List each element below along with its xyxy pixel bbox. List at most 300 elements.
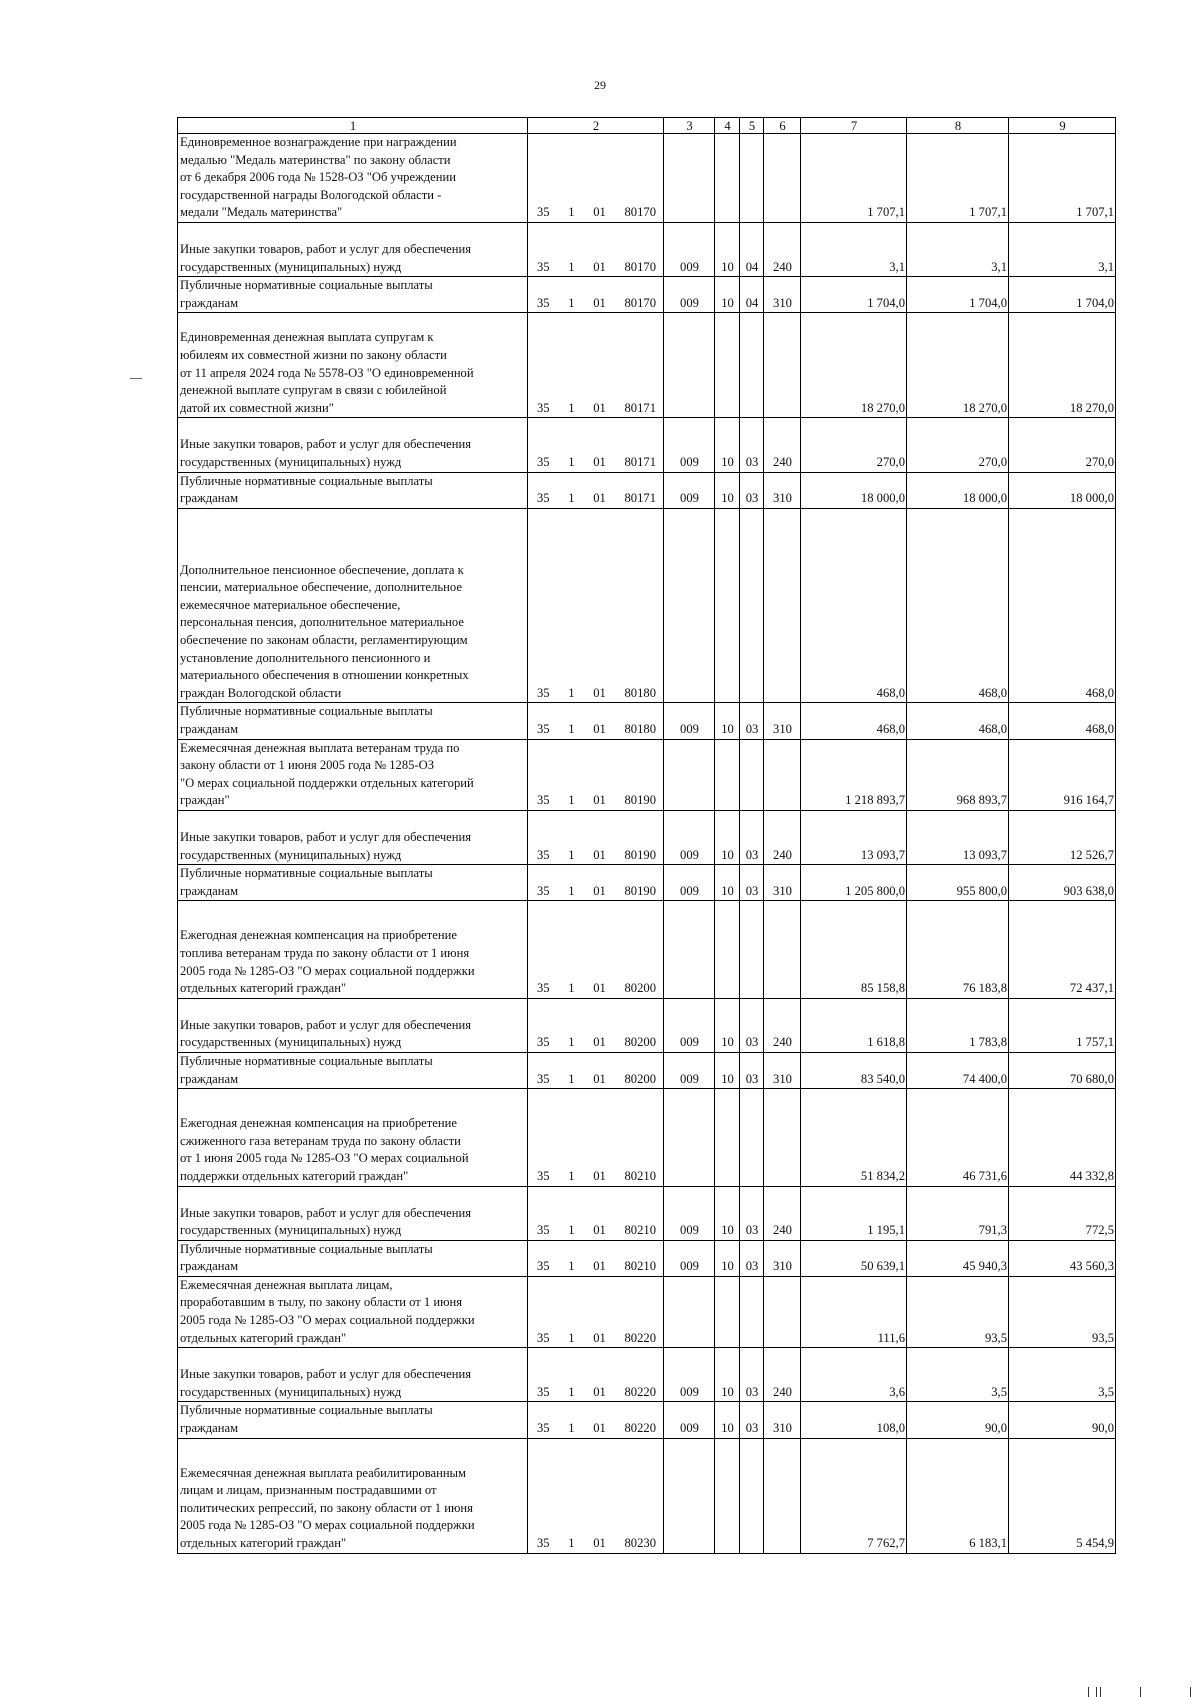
section-code: 10: [715, 1186, 740, 1240]
subsection-code: 03: [740, 418, 764, 472]
target-code: [528, 901, 664, 998]
code-part: 35: [537, 1259, 550, 1274]
amount-col8: 76 183,8: [907, 901, 1009, 998]
expense-type-code: 240: [764, 418, 801, 472]
grbs-code: 009: [664, 1052, 715, 1088]
code-part: 01: [593, 1168, 606, 1183]
item-name: Ежегодная денежная компенсация на приобретение сжиженного газа ветеранам труда по закону области от 1 июня 2005 года № 1285-ОЗ "О мерах социальной поддержки отдельных категорий граждан": [178, 1089, 528, 1186]
amount-col9: 270,0: [1009, 418, 1116, 472]
code-part: 35: [537, 1384, 550, 1399]
code-part: 35: [537, 1223, 550, 1238]
table-row: [178, 1276, 1116, 1347]
amount-col8: 968 893,7: [907, 739, 1009, 810]
grbs-code: 009: [664, 811, 715, 865]
code-part: 1: [568, 981, 575, 996]
table-row: [178, 1438, 1116, 1553]
target-code: [528, 739, 664, 810]
table-row: [178, 703, 1116, 739]
amount-col7: 270,0: [801, 418, 907, 472]
amount-col7: 13 093,7: [801, 811, 907, 865]
code-part: 80190: [624, 793, 656, 808]
amount-col9: 468,0: [1009, 508, 1116, 703]
amount-col8: 468,0: [907, 508, 1009, 703]
code-part: 35: [537, 400, 550, 415]
budget-table: [177, 117, 1116, 1554]
code-part: 80171: [624, 454, 656, 469]
amount-col8: 93,5: [907, 1276, 1009, 1347]
code-part: 35: [537, 259, 550, 274]
code-part: 1: [568, 1168, 575, 1183]
subsection-code: 03: [740, 998, 764, 1052]
amount-col9: 1 757,1: [1009, 998, 1116, 1052]
item-name: Иные закупки товаров, работ и услуг для обеспечения государственных (муниципальных) нужд: [178, 1186, 528, 1240]
subsection-code: [740, 739, 764, 810]
section-code: 10: [715, 222, 740, 276]
item-name: Иные закупки товаров, работ и услуг для обеспечения государственных (муниципальных) нужд: [178, 222, 528, 276]
amount-col8: 1 783,8: [907, 998, 1009, 1052]
subsection-code: [740, 1089, 764, 1186]
amount-col7: 108,0: [801, 1402, 907, 1438]
code-part: 35: [537, 1330, 550, 1345]
code-part: 1: [568, 1223, 575, 1238]
code-part: 01: [593, 883, 606, 898]
header-cell: 6: [764, 118, 801, 134]
grbs-code: 009: [664, 277, 715, 313]
code-part: 80230: [624, 1536, 656, 1550]
code-part: 80170: [624, 259, 656, 274]
item-name: Публичные нормативные социальные выплаты гражданам: [178, 865, 528, 901]
code-part: 35: [537, 205, 550, 220]
item-name: Ежемесячная денежная выплата ветеранам труда по закону области от 1 июня 2005 года № 1285-ОЗ "О мерах социальной поддержки отдельных категорий граждан": [178, 739, 528, 810]
code-part: 1: [568, 685, 575, 700]
target-code-parts: [530, 1258, 662, 1276]
grbs-code: [664, 1276, 715, 1347]
grbs-code: [664, 1089, 715, 1186]
code-part: 1: [568, 1330, 575, 1345]
amount-col7: 468,0: [801, 508, 907, 703]
code-part: 35: [537, 1421, 550, 1436]
expense-type-code: 240: [764, 1186, 801, 1240]
target-code: [528, 313, 664, 418]
section-code: [715, 1089, 740, 1186]
section-code: 10: [715, 1402, 740, 1438]
code-part: 1: [568, 847, 575, 862]
target-code-parts: [530, 1330, 662, 1348]
target-code-parts: [530, 400, 662, 418]
target-code: [528, 1089, 664, 1186]
code-part: 80171: [624, 400, 656, 415]
table-row: [178, 811, 1116, 865]
code-part: 01: [593, 981, 606, 996]
amount-col8: 13 093,7: [907, 811, 1009, 865]
amount-col7: 1 218 893,7: [801, 739, 907, 810]
amount-col9: 72 437,1: [1009, 901, 1116, 998]
item-name: Иные закупки товаров, работ и услуг для обеспечения государственных (муниципальных) нужд: [178, 811, 528, 865]
grbs-code: [664, 901, 715, 998]
section-code: 10: [715, 418, 740, 472]
item-name: Публичные нормативные социальные выплаты гражданам: [178, 703, 528, 739]
subsection-code: 03: [740, 472, 764, 508]
table-row: [178, 277, 1116, 313]
target-code: [528, 1438, 664, 1553]
code-part: 35: [537, 847, 550, 862]
code-part: 35: [537, 685, 550, 700]
code-part: 80171: [624, 491, 656, 506]
amount-col7: 1 205 800,0: [801, 865, 907, 901]
table-row: [178, 1186, 1116, 1240]
amount-col8: 74 400,0: [907, 1052, 1009, 1088]
table-row: [178, 508, 1116, 703]
table-row: [178, 1348, 1116, 1402]
header-cell: 4: [715, 118, 740, 134]
amount-col9: 43 560,3: [1009, 1240, 1116, 1276]
table-row: [178, 1402, 1116, 1438]
amount-col7: 51 834,2: [801, 1089, 907, 1186]
amount-col7: 18 000,0: [801, 472, 907, 508]
target-code: [528, 1052, 664, 1088]
target-code: [528, 222, 664, 276]
grbs-code: [664, 134, 715, 223]
code-part: 01: [593, 1223, 606, 1238]
code-part: 80200: [624, 1035, 656, 1050]
code-part: 80190: [624, 883, 656, 898]
target-code: [528, 703, 664, 739]
amount-col7: 85 158,8: [801, 901, 907, 998]
target-code-parts: [530, 259, 662, 277]
section-code: 10: [715, 811, 740, 865]
section-code: [715, 134, 740, 223]
code-part: 80170: [624, 205, 656, 220]
amount-col8: 18 270,0: [907, 313, 1009, 418]
expense-type-code: 310: [764, 1052, 801, 1088]
target-code-parts: [530, 490, 662, 508]
expense-type-code: [764, 1089, 801, 1186]
amount-col7: 1 618,8: [801, 998, 907, 1052]
amount-col9: 1 704,0: [1009, 277, 1116, 313]
amount-col9: 18 270,0: [1009, 313, 1116, 418]
code-part: 1: [568, 1035, 575, 1050]
target-code-parts: [530, 883, 662, 901]
code-part: 80220: [624, 1421, 656, 1436]
section-code: 10: [715, 277, 740, 313]
target-code-parts: [530, 1034, 662, 1052]
item-name: Публичные нормативные социальные выплаты гражданам: [178, 1402, 528, 1438]
code-part: 1: [568, 793, 575, 808]
code-part: 35: [537, 1035, 550, 1050]
code-part: 1: [568, 491, 575, 506]
expense-type-code: [764, 901, 801, 998]
header-cell: 1: [178, 118, 528, 134]
amount-col7: 18 270,0: [801, 313, 907, 418]
amount-col8: 1 704,0: [907, 277, 1009, 313]
amount-col7: 468,0: [801, 703, 907, 739]
amount-col9: 44 332,8: [1009, 1089, 1116, 1186]
subsection-code: 04: [740, 222, 764, 276]
amount-col7: 1 704,0: [801, 277, 907, 313]
code-part: 80180: [624, 685, 656, 700]
subsection-code: [740, 313, 764, 418]
expense-type-code: 310: [764, 277, 801, 313]
code-part: 1: [568, 1421, 575, 1436]
expense-type-code: 310: [764, 472, 801, 508]
section-code: [715, 313, 740, 418]
target-code-parts: [530, 1071, 662, 1089]
grbs-code: 009: [664, 222, 715, 276]
amount-col9: 903 638,0: [1009, 865, 1116, 901]
grbs-code: 009: [664, 1348, 715, 1402]
target-code: [528, 1186, 664, 1240]
code-part: 35: [537, 295, 550, 310]
target-code-parts: [530, 1384, 662, 1402]
grbs-code: 009: [664, 998, 715, 1052]
target-code: [528, 134, 664, 223]
amount-col8: 3,1: [907, 222, 1009, 276]
target-code-parts: [530, 1222, 662, 1240]
subsection-code: 03: [740, 1402, 764, 1438]
code-part: 80220: [624, 1330, 656, 1345]
table-row: [178, 418, 1116, 472]
code-part: 1: [568, 259, 575, 274]
target-code: [528, 811, 664, 865]
header-row: [178, 118, 1116, 134]
item-name: Иные закупки товаров, работ и услуг для обеспечения государственных (муниципальных) нужд: [178, 418, 528, 472]
expense-type-code: 310: [764, 1240, 801, 1276]
target-code-parts: [530, 295, 662, 313]
header-cell: 8: [907, 118, 1009, 134]
expense-type-code: [764, 134, 801, 223]
item-name: Публичные нормативные социальные выплаты гражданам: [178, 1052, 528, 1088]
target-code: [528, 277, 664, 313]
item-name: Иные закупки товаров, работ и услуг для обеспечения государственных (муниципальных) нужд: [178, 1348, 528, 1402]
amount-col7: 7 762,7: [801, 1438, 907, 1553]
amount-col9: 468,0: [1009, 703, 1116, 739]
expense-type-code: 310: [764, 703, 801, 739]
amount-col9: 90,0: [1009, 1402, 1116, 1438]
header-cell: 2: [528, 118, 664, 134]
code-part: 35: [537, 793, 550, 808]
expense-type-code: [764, 313, 801, 418]
code-part: 35: [537, 981, 550, 996]
target-code-parts: [530, 847, 662, 865]
grbs-code: 009: [664, 472, 715, 508]
table-row: [178, 222, 1116, 276]
table-row: [178, 1240, 1116, 1276]
item-name: Иные закупки товаров, работ и услуг для обеспечения государственных (муниципальных) нужд: [178, 998, 528, 1052]
amount-col7: 50 639,1: [801, 1240, 907, 1276]
amount-col8: 3,5: [907, 1348, 1009, 1402]
code-part: 1: [568, 1384, 575, 1399]
expense-type-code: [764, 508, 801, 703]
amount-col8: 90,0: [907, 1402, 1009, 1438]
target-code-parts: [530, 454, 662, 472]
amount-col9: 18 000,0: [1009, 472, 1116, 508]
expense-type-code: 310: [764, 1402, 801, 1438]
target-code-parts: [530, 1420, 662, 1438]
scan-marks: [1000, 1687, 1200, 1697]
item-name: Единовременная денежная выплата супругам к юбилеям их совместной жизни по закону области от 11 апреля 2024 года № 5578-ОЗ "О единовременной денежной выплате супругам в связи с юбилейной датой их совместной жизни": [178, 313, 528, 418]
code-part: 80220: [624, 1384, 656, 1399]
code-part: 1: [568, 1536, 575, 1550]
grbs-code: 009: [664, 865, 715, 901]
code-part: 01: [593, 1421, 606, 1436]
header-cell: 7: [801, 118, 907, 134]
table-row: [178, 313, 1116, 418]
header-cell: 3: [664, 118, 715, 134]
subsection-code: [740, 508, 764, 703]
code-part: 80170: [624, 295, 656, 310]
header-cell: 5: [740, 118, 764, 134]
section-code: 10: [715, 472, 740, 508]
code-part: 01: [593, 847, 606, 862]
expense-type-code: 240: [764, 811, 801, 865]
table-body: [178, 134, 1116, 1554]
code-part: 01: [593, 1536, 606, 1550]
code-part: 1: [568, 400, 575, 415]
subsection-code: [740, 134, 764, 223]
subsection-code: 03: [740, 703, 764, 739]
expense-type-code: [764, 739, 801, 810]
expense-type-code: 240: [764, 1348, 801, 1402]
item-name: Публичные нормативные социальные выплаты гражданам: [178, 1240, 528, 1276]
item-name: Единовременное вознаграждение при награждении медалью "Медаль материнства" по закону области от 6 декабря 2006 года № 1528-ОЗ "Об учреждении государственной награды Вологодской области - медали "Медаль материнства": [178, 134, 528, 223]
code-part: 01: [593, 1035, 606, 1050]
header-cell: 9: [1009, 118, 1116, 134]
amount-col9: 1 707,1: [1009, 134, 1116, 223]
section-code: 10: [715, 1348, 740, 1402]
code-part: 01: [593, 454, 606, 469]
section-code: [715, 508, 740, 703]
subsection-code: 03: [740, 1348, 764, 1402]
target-code-parts: [530, 721, 662, 739]
code-part: 01: [593, 793, 606, 808]
target-code: [528, 1402, 664, 1438]
table-row: [178, 1089, 1116, 1186]
expense-type-code: [764, 1438, 801, 1553]
grbs-code: [664, 1438, 715, 1553]
grbs-code: 009: [664, 1240, 715, 1276]
code-part: 35: [537, 1168, 550, 1183]
section-code: 10: [715, 703, 740, 739]
expense-type-code: [764, 1276, 801, 1347]
table-row: [178, 134, 1116, 223]
subsection-code: 03: [740, 1052, 764, 1088]
grbs-code: 009: [664, 703, 715, 739]
amount-col8: 6 183,1: [907, 1438, 1009, 1553]
amount-col8: 1 707,1: [907, 134, 1009, 223]
amount-col7: 111,6: [801, 1276, 907, 1347]
code-part: 80200: [624, 981, 656, 996]
code-part: 35: [537, 883, 550, 898]
subsection-code: [740, 1438, 764, 1553]
code-part: 01: [593, 1384, 606, 1399]
code-part: 01: [593, 400, 606, 415]
code-part: 35: [537, 1536, 550, 1550]
table-row: [178, 901, 1116, 998]
code-part: 01: [593, 1259, 606, 1274]
target-code: [528, 508, 664, 703]
grbs-code: [664, 739, 715, 810]
item-name: Ежемесячная денежная выплата лицам, проработавшим в тылу, по закону области от 1 июня 2005 года № 1285-ОЗ "О мерах социальной поддержки отдельных категорий граждан": [178, 1276, 528, 1347]
code-part: 1: [568, 1259, 575, 1274]
amount-col8: 791,3: [907, 1186, 1009, 1240]
amount-col8: 45 940,3: [907, 1240, 1009, 1276]
code-part: 1: [568, 1071, 575, 1086]
amount-col8: 46 731,6: [907, 1089, 1009, 1186]
code-part: 01: [593, 722, 606, 737]
code-part: 01: [593, 491, 606, 506]
code-part: 80210: [624, 1223, 656, 1238]
section-code: 10: [715, 865, 740, 901]
code-part: 80210: [624, 1259, 656, 1274]
expense-type-code: 240: [764, 998, 801, 1052]
amount-col8: 955 800,0: [907, 865, 1009, 901]
grbs-code: 009: [664, 418, 715, 472]
section-code: 10: [715, 1052, 740, 1088]
code-part: 80180: [624, 722, 656, 737]
scan-mark: [130, 378, 142, 379]
code-part: 01: [593, 205, 606, 220]
item-name: Дополнительное пенсионное обеспечение, доплата к пенсии, материальное обеспечение, дополнительное ежемесячное материальное обеспечение, персональная пенсия, дополнительное материальное обеспечение по законам области, регламентирующим установление дополнительного пенсионного и материального обеспечения в отношении конкретных граждан Вологодской области: [178, 508, 528, 703]
grbs-code: 009: [664, 1402, 715, 1438]
section-code: [715, 1438, 740, 1553]
target-code-parts: [530, 1168, 662, 1186]
subsection-code: 03: [740, 1240, 764, 1276]
subsection-code: 03: [740, 865, 764, 901]
amount-col9: 916 164,7: [1009, 739, 1116, 810]
grbs-code: [664, 508, 715, 703]
expense-type-code: 240: [764, 222, 801, 276]
table-row: [178, 472, 1116, 508]
code-part: 1: [568, 454, 575, 469]
section-code: [715, 739, 740, 810]
target-code: [528, 418, 664, 472]
item-name: Публичные нормативные социальные выплаты гражданам: [178, 472, 528, 508]
code-part: 01: [593, 1071, 606, 1086]
target-code-parts: [530, 980, 662, 998]
table-row: [178, 998, 1116, 1052]
grbs-code: [664, 313, 715, 418]
target-code: [528, 865, 664, 901]
target-code: [528, 472, 664, 508]
subsection-code: [740, 1276, 764, 1347]
code-part: 01: [593, 259, 606, 274]
item-name: Ежегодная денежная компенсация на приобретение топлива ветеранам труда по закону области от 1 июня 2005 года № 1285-ОЗ "О мерах социальной поддержки отдельных категорий граждан": [178, 901, 528, 998]
code-part: 35: [537, 722, 550, 737]
target-code: [528, 1348, 664, 1402]
section-code: [715, 1276, 740, 1347]
expense-type-code: 310: [764, 865, 801, 901]
amount-col9: 93,5: [1009, 1276, 1116, 1347]
amount-col8: 468,0: [907, 703, 1009, 739]
amount-col7: 3,1: [801, 222, 907, 276]
code-part: 35: [537, 491, 550, 506]
subsection-code: 04: [740, 277, 764, 313]
amount-col9: 12 526,7: [1009, 811, 1116, 865]
code-part: 01: [593, 685, 606, 700]
amount-col9: 3,5: [1009, 1348, 1116, 1402]
amount-col7: 1 707,1: [801, 134, 907, 223]
section-code: [715, 901, 740, 998]
subsection-code: 03: [740, 811, 764, 865]
code-part: 80190: [624, 847, 656, 862]
target-code-parts: [530, 1535, 662, 1553]
subsection-code: 03: [740, 1186, 764, 1240]
table-row: [178, 865, 1116, 901]
code-part: 01: [593, 1330, 606, 1345]
amount-col7: 3,6: [801, 1348, 907, 1402]
target-code-parts: [530, 685, 662, 703]
amount-col8: 18 000,0: [907, 472, 1009, 508]
